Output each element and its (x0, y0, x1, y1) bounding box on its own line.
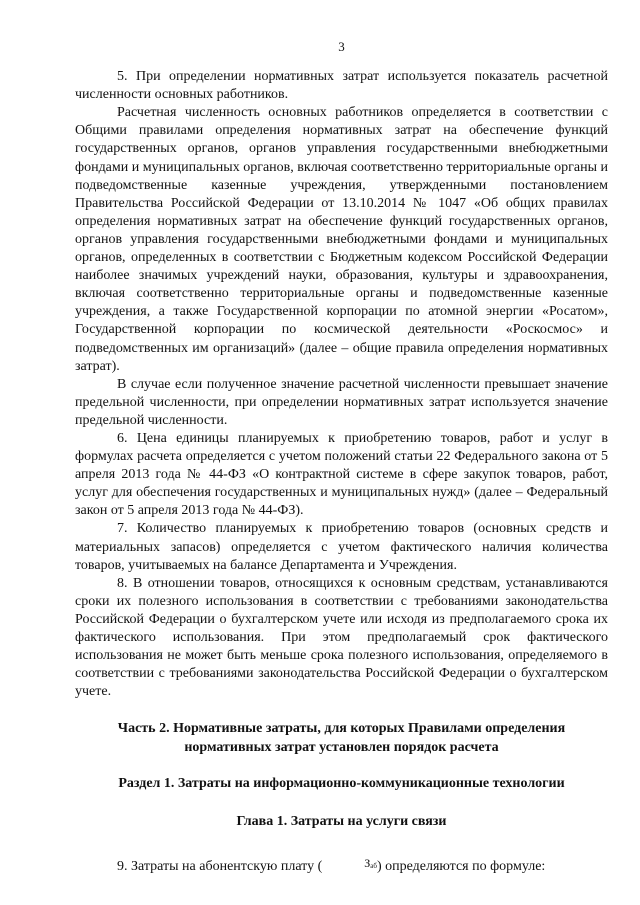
section-heading: Раздел 1. Затраты на информационно-коммуникационные технологии (118, 776, 565, 792)
paragraph-5-calc: Расчетная численность основных работников определяется в соответствии с Общими правилами определения нормативных затрат на обеспечение функций государственных органов, органов управления государственными внебюджетными фондами и муниципальных органов, включая соответственно территориальные органы и подведомственные казенные учреждения, утвержденными постановлением Правительства Российской Федерации от 13.10.2014 № 1047 «Об общих правилах определения нормативных затрат на обеспечение функций государственных органов, органов управления государственными внебюджетными фондами и муниципальных органов, определенных в соответствии с Бюджетным кодексом Российской Федерации наиболее значимых учреждений науки, образования, культуры и здравоохранения, включая соответственно территориальные органы и подведомственные казенные учреждения, а также Государственной корпорации по атомной энергии «Росатом», Государственной корпорации по космической деятельности «Роскосмос» и подведомственных им организаций» (далее – общие правила определения нормативных затрат). (75, 105, 608, 374)
part-heading (75, 719, 608, 757)
paragraph-9-text-before: 9. Затраты на абонентскую плату ( (117, 858, 323, 874)
formula-symbol-subscript: аб (370, 861, 377, 870)
part-heading-line-2: нормативных затрат установлен порядок расчета (184, 740, 499, 756)
formula-symbol-letter: З (364, 855, 371, 870)
paragraph-5-limit: В случае если полученное значение расчетной численности превышает значение предельной численности, при определении нормативных затрат используется значение предельной численности. (75, 376, 608, 428)
page-number: 3 (338, 39, 345, 54)
chapter-heading: Глава 1. Затраты на услуги связи (236, 814, 447, 830)
part-heading-line-1: Часть 2. Нормативные затраты, для которых Правилами определения (117, 721, 566, 737)
paragraph-7: 7. Количество планируемых к приобретению товаров (основных средств и материальных запасов) определяется с учетом фактического наличия количества товаров, учитываемых на балансе Департамента и Учреждения. (75, 521, 608, 573)
paragraph-8: 8. В отношении товаров, относящихся к основным средствам, устанавливаются сроки их полезного использования в соответствии с требованиями законодательства Российской Федерации о бухгалтерском учете или исходя из предполагаемого срока их фактического использования. При этом предполагаемый срок фактического использования не может быть меньше срока полезного использования, определяемого в соответствии с требованиями законодательства Российской Федерации о бухгалтерском учете. (75, 575, 608, 700)
paragraph-5: 5. При определении нормативных затрат используется показатель расчетной численности основных работников. (75, 69, 608, 103)
paragraph-9-text-after: ) определяются по формуле: (376, 858, 546, 874)
paragraph-6: 6. Цена единицы планируемых к приобретению товаров, работ и услуг в формулах расчета определяется с учетом положений статьи 22 Федерального закона от 5 апреля 2013 года № 44-ФЗ «О контрактной системе в сфере закупок товаров, работ, услуг для обеспечения государственных и муниципальных нужд» (далее – Федеральный закон от 5 апреля 2013 года № 44-ФЗ). (75, 430, 608, 519)
paragraph-9 (75, 854, 608, 876)
formula-symbol (322, 854, 377, 875)
